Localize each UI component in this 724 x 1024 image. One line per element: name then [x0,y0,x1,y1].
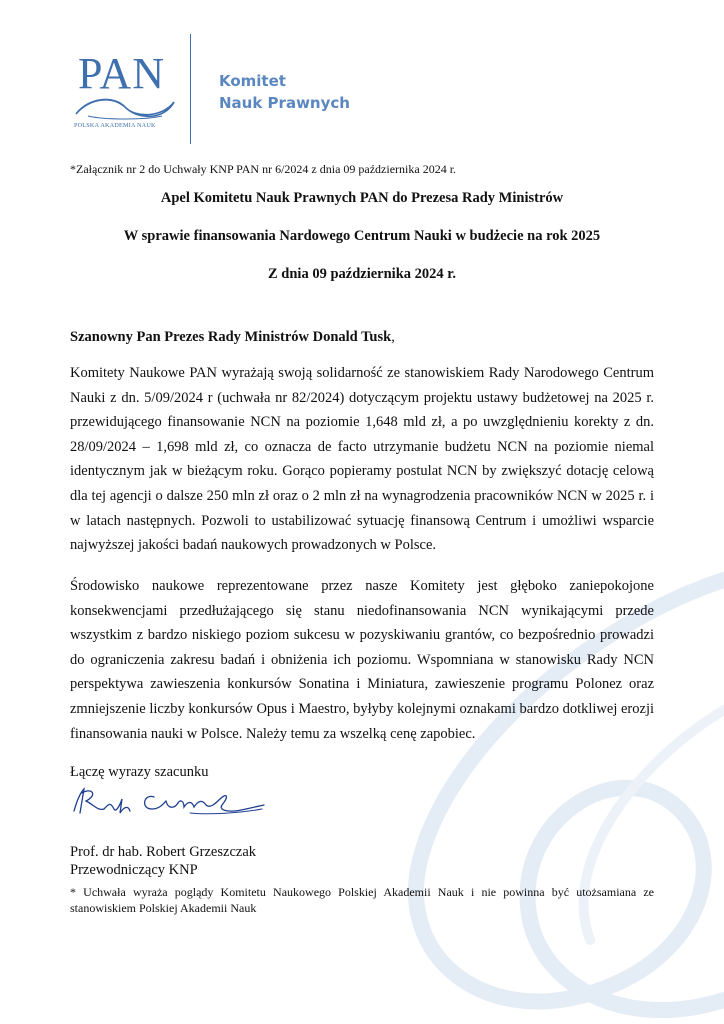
salutation [70,329,395,346]
body-paragraph-1: Komitety Naukowe PAN wyrażają swoją solidarność ze stanowiskiem Rady Narodowego Centrum Nauki z dn. 5/09/2024 r (uchwała nr 82/2024) dotyczącym projektu ustawy budżetowej na 2025 r. przewidującego finansowanie NCN na poziomie 1,648 mld zł, a po uwzględnieniu korekty z dn. 28/09/2024 – 1,698 mld zł, co oznacza de facto utrzymanie budżetu NCN na poziomie niemal identycznym jak w bieżącym roku. Gorąco popieramy postulat NCN by zwiększyć dotację celową dla tej agencji o dalsze 250 mln zł oraz o 2 mln zł na wynagrodzenia pracowników NCN w 2025 r. i w latach następnych. Pozwoli to ustabilizować sytuację finansową Centrum i umożliwi wsparcie najwyższej jakości badań naukowych prowadzonych w Polsce. [70,365,654,554]
logo-subtitle: POLSKA AKADEMIA NAUK [74,122,156,129]
signer-name: Prof. dr hab. Robert Grzeszczak [70,844,257,860]
committee-line-1: Komitet [219,72,286,90]
salutation-punctuation: , [391,329,395,345]
pan-logo [70,48,180,138]
signer-role: Przewodniczący KNP [70,862,198,878]
document-subject: W sprawie finansowania Nardowego Centrum Nauki w budżecie na rok 2025 [123,228,601,244]
handwritten-signature [70,783,270,823]
logo-acronym: PAN [78,49,165,98]
closing-phrase: Łączę wyrazy szacunku [70,764,209,780]
document-title: Apel Komitetu Nauk Prawnych PAN do Prezesa Rady Ministrów [160,190,564,206]
attachment-note: *Załącznik nr 2 do Uchwały KNP PAN nr 6/2024 z dnia 09 października 2024 r. [70,162,457,176]
body-paragraph-2: Środowisko naukowe reprezentowane przez nasze Komitety jest głęboko zaniepokojone konsekwencjami przedłużającego się stanu niedofinansowania NCN wynikającymi przede wszystkim z bardzo niskiego poziom sukcesu w pozyskiwaniu grantów, co bezpośrednio prowadzi do ograniczenia zakresu badań i obniżenia ich poziomu. Wspomniana w stanowisku Rady NCN perspektywa zawieszenia konkursów Sonatina i Miniatura, zawieszenie programu Polonez oraz zmniejszenie liczby konkursów Opus i Maestro, byłyby kolejnymi oznakami bardzo dotkliwej erozji finansowania nauki w Polsce. Należy temu za wszelką cenę zapobiec. [70,578,654,742]
committee-line-2: Nauk Prawnych [219,94,350,112]
document-date: Z dnia 09 października 2024 r. [268,266,456,282]
committee-name [219,70,350,114]
logo-swirl-icon [70,92,180,122]
header-divider [190,34,191,144]
footnote: * Uchwała wyraża poglądy Komitetu Naukowego Polskiej Akademii Nauk i nie powinna być utożsamiana ze stanowiskiem Polskiej Akademii Nauk [70,885,654,915]
salutation-addressee: Szanowny Pan Prezes Rady Ministrów Donald Tusk [70,329,392,345]
signer-block [70,843,256,879]
